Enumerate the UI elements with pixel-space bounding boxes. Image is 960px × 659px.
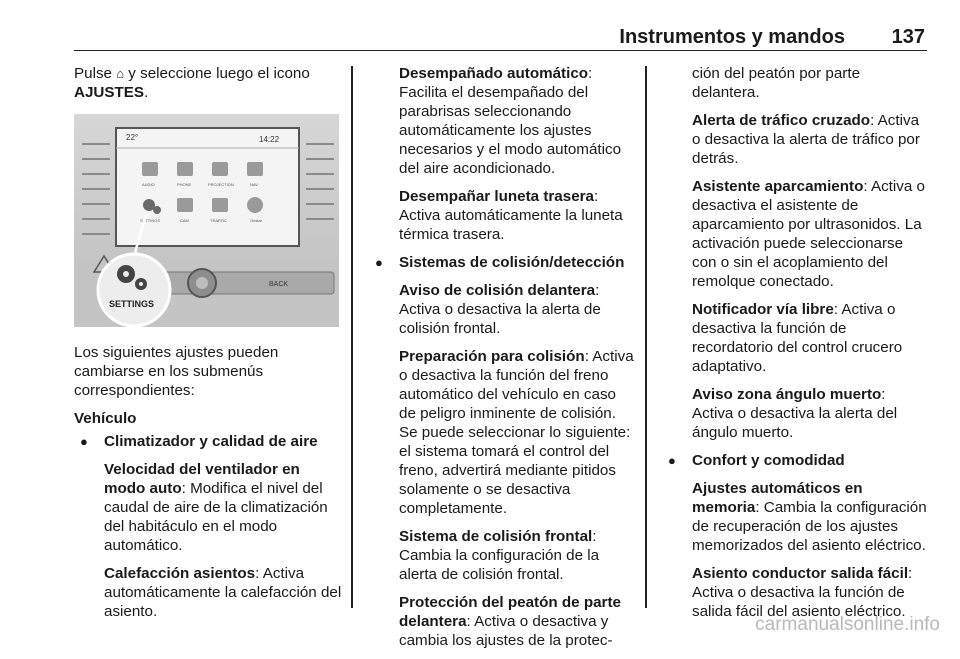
section-title: Instrumentos y mandos [619, 26, 845, 48]
settings-callout-label: SETTINGS [109, 299, 155, 309]
setting-item: Calefacción asientos: Activa automáticamente la calefacción del asiento. [104, 565, 342, 620]
column-1 [74, 64, 342, 630]
infotainment-screen-photo [74, 114, 339, 327]
setting-item: Ajustes automáticos en memoria: Cambia la configuración de recuperación de los ajustes memorizados del asiento eléctrico. [692, 480, 927, 554]
setting-item: Desempañado automático: Facilita el desempañado del parabrisas seleccionando automáticamente los ajustes necesarios y el modo automático del aire acondicionado. [399, 65, 622, 177]
svg-text:NAV: NAV [250, 182, 258, 187]
svg-text:SETTINGS: SETTINGS [140, 218, 161, 223]
svg-text:BACK: BACK [269, 281, 289, 288]
column-divider [351, 66, 353, 608]
column-2 [369, 64, 635, 659]
setting-item: Alerta de tráfico cruzado: Activa o desactiva la alerta de tráfico por detrás. [692, 112, 920, 167]
setting-item: Velocidad del ventilador en modo auto: Modifica el nivel del caudal de aire de la climatización del habitáculo en el modo automático. [104, 461, 328, 554]
bullet-confort: ● Confort y comodidad [662, 451, 928, 470]
continued-text: ción del peatón por parte delantera. [692, 65, 861, 101]
setting-item: Asiento conductor salida fácil: Activa o desactiva la función de salida fácil del asiento eléctrico. [692, 565, 913, 620]
bullet-climatizador: ● Climatizador y calidad de aire [74, 432, 342, 451]
setting-item: Aviso zona ángulo muerto: Activa o desactiva la alerta del ángulo muerto. [692, 386, 898, 441]
setting-item: Preparación para colisión: Activa o desactiva la función del freno automático del vehículo en caso de peligro inminente de colisión. Se puede seleccionar lo siguiente: el sistema tomará el control del freno, advertirá mediante pitidos solamente o se desactiva completamente. [399, 348, 634, 517]
screen-time: 14:22 [259, 135, 280, 144]
home-icon: ⌂ [116, 66, 125, 81]
svg-text:PHONE: PHONE [177, 182, 192, 187]
setting-item: Protección del peatón de parte delantera: Activa o desactiva y cambia los ajustes de la protec- [399, 594, 621, 649]
setting-item: Aviso de colisión delantera: Activa o desactiva la alerta de colisión frontal. [399, 282, 601, 337]
page-number: 137 [891, 26, 925, 48]
setting-item: Asistente aparcamiento: Activa o desactiva el asistente de aparcamiento por ultrasonidos. La activación puede seleccionarse con o sin el acoplamiento del remolque conectado. [692, 178, 925, 290]
section-heading-vehiculo: Vehículo [74, 410, 137, 427]
setting-item: Sistema de colisión frontal: Cambia la configuración de la alerta de colisión frontal. [399, 528, 600, 583]
svg-text:Onstar: Onstar [250, 218, 263, 223]
page-header [74, 22, 927, 51]
svg-text:PROJECTION: PROJECTION [208, 182, 234, 187]
svg-text:CAM: CAM [180, 218, 189, 223]
column-divider [645, 66, 647, 608]
svg-text:TRAFFIC: TRAFFIC [210, 218, 227, 223]
paragraph: Los siguientes ajustes pueden cambiarse en los submenús correspondientes: [74, 344, 279, 399]
setting-item: Desempañar luneta trasera: Activa automáticamente la luneta térmica trasera. [399, 188, 623, 243]
bullet-colision: ● Sistemas de colisión/detección [369, 253, 635, 272]
watermark: carmanualsonline.info [755, 614, 940, 635]
svg-text:AUDIO: AUDIO [142, 182, 155, 187]
intro-paragraph: Pulse ⌂ y seleccione luego el icono AJUSTES. [74, 65, 310, 101]
screen-temperature: 22° [126, 133, 139, 142]
column-3 [662, 64, 928, 630]
setting-item: Notificador vía libre: Activa o desactiva la función de recordatorio del control crucero adaptativo. [692, 301, 903, 375]
